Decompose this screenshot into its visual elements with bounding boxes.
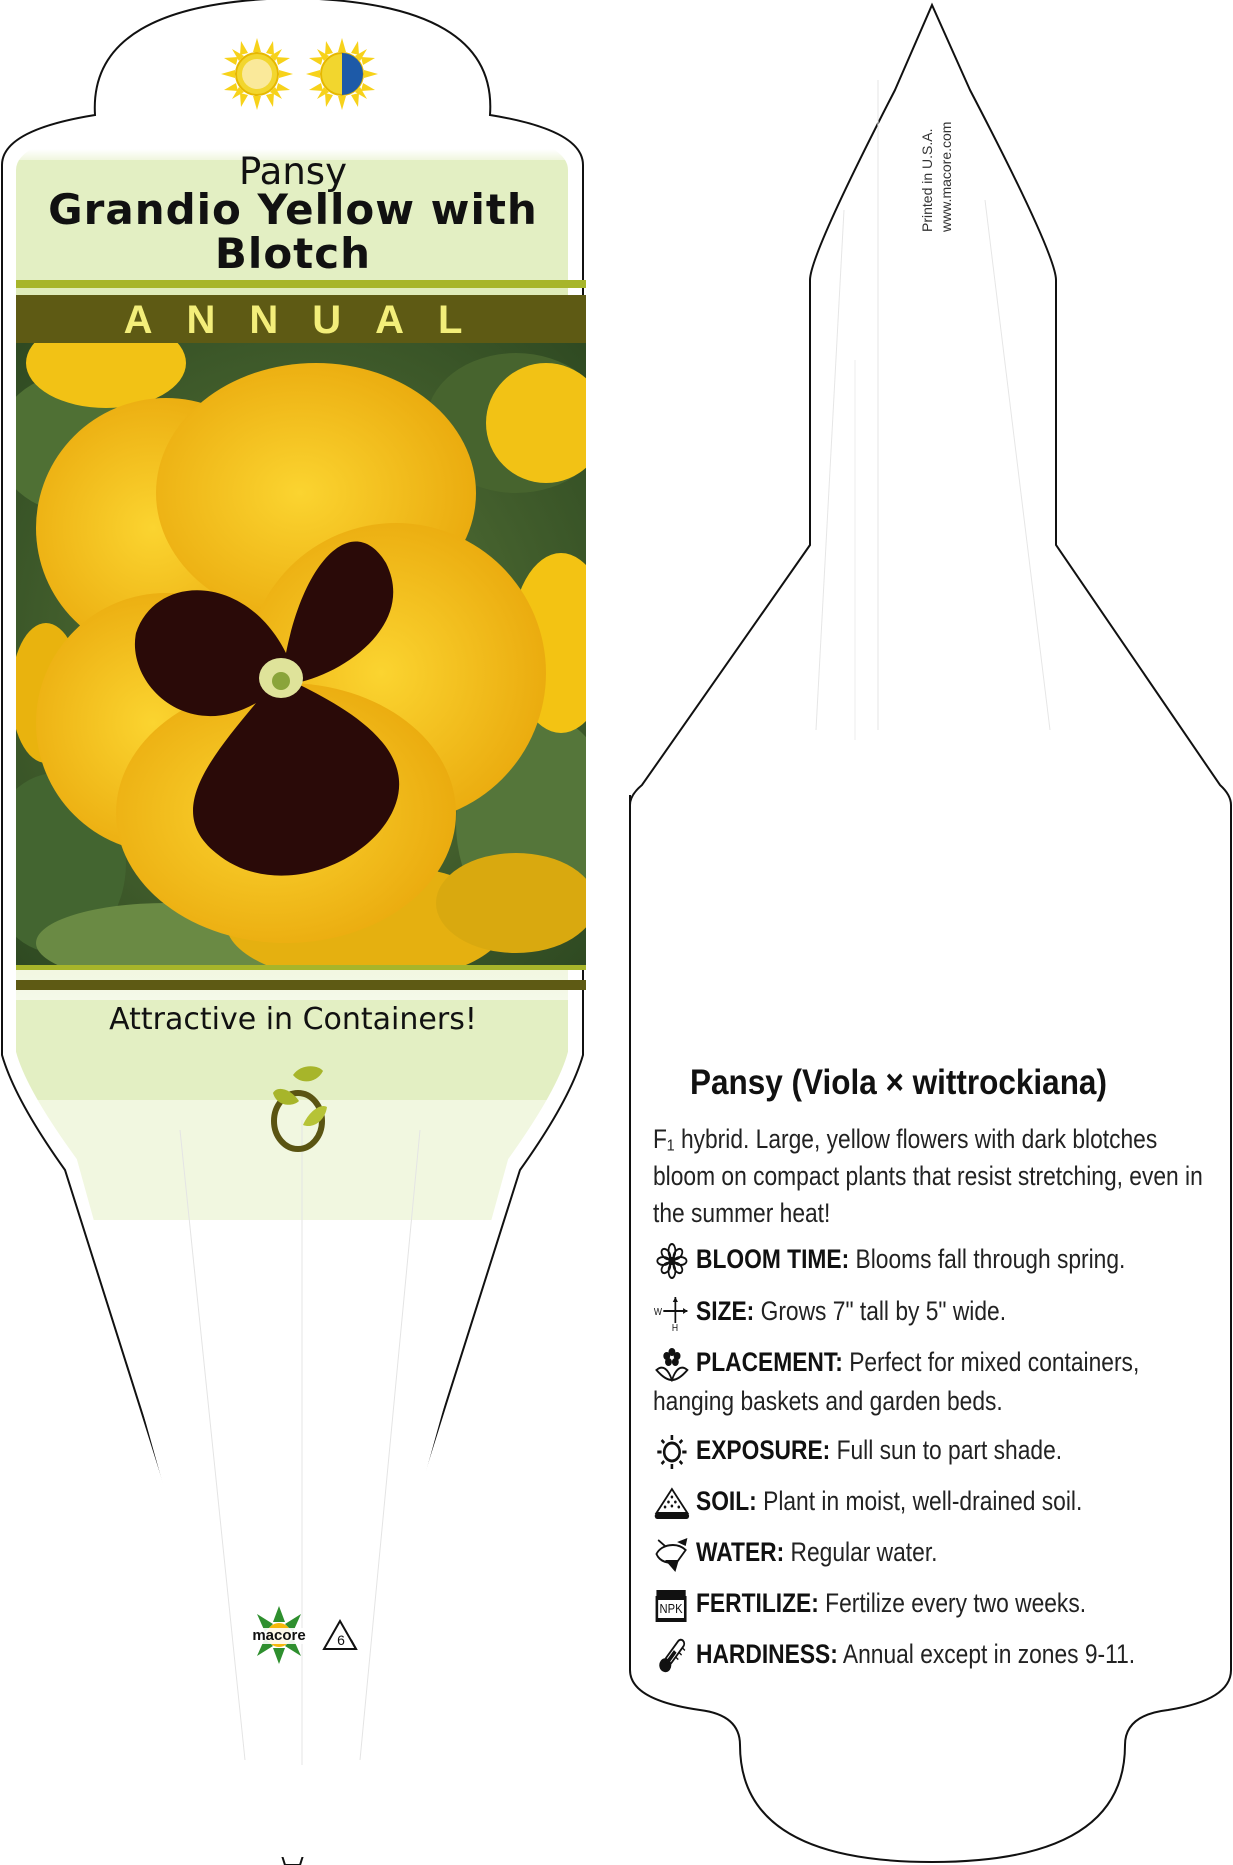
attribute-value: Perfect for mixed containers,	[849, 1347, 1140, 1377]
attribute-value-continued: hanging baskets and garden beds.	[653, 1386, 1003, 1416]
attribute-label: FERTILIZE:	[696, 1588, 819, 1618]
attribute-value: Grows 7" tall by 5" wide.	[760, 1296, 1007, 1326]
attribute-size	[653, 1295, 1006, 1331]
species-title: Pansy (Viola × wittrockiana)	[690, 1063, 1107, 1102]
attribute-value: Annual except in zones 9-11.	[842, 1639, 1136, 1669]
tagline: Attractive in Containers!	[109, 1002, 477, 1037]
cultivar-name: Grandio Yellow with Blotch	[48, 185, 538, 278]
attribute-value: Plant in moist, well-drained soil.	[763, 1486, 1083, 1516]
attribute-value: Blooms fall through spring.	[855, 1244, 1126, 1274]
flower-photo	[16, 343, 586, 965]
attribute-placement	[653, 1346, 1139, 1417]
attribute-label: WATER:	[696, 1537, 785, 1567]
flower-icon	[653, 1243, 691, 1279]
description: F₁ hybrid. Large, yellow flowers with dark blotches bloom on compact plants that resist stretching, even in the summer heat!	[653, 1124, 1203, 1228]
category-label: ANNUAL	[123, 298, 497, 342]
full-sun-icon	[221, 38, 293, 110]
website-url: www.macore.com	[938, 121, 954, 232]
attribute-exposure	[653, 1434, 1062, 1470]
npk-label: NPK	[659, 1601, 683, 1616]
thermometer-icon	[653, 1638, 691, 1674]
attribute-fertilize	[653, 1587, 1086, 1623]
part-shade-sun-icon	[306, 38, 378, 110]
recycle-code: 6	[337, 1632, 345, 1648]
printed-in-usa: Printed in U.S.A.	[919, 128, 935, 232]
placement-flower-icon	[653, 1346, 691, 1382]
brand-leaf-icon	[271, 1063, 331, 1153]
attribute-label: HARDINESS:	[696, 1639, 838, 1669]
back-tag	[620, 0, 1233, 1865]
attribute-label: BLOOM TIME:	[696, 1244, 850, 1274]
attribute-value: Fertilize every two weeks.	[825, 1588, 1087, 1618]
attribute-label: SIZE:	[696, 1296, 755, 1326]
attribute-hardiness	[653, 1638, 1135, 1674]
common-name: Pansy	[239, 150, 347, 193]
attribute-value: Full sun to part shade.	[836, 1435, 1063, 1465]
soil-icon	[653, 1485, 691, 1521]
attribute-value: Regular water.	[790, 1537, 938, 1567]
npk-icon	[653, 1587, 691, 1623]
size-arrows-icon	[653, 1295, 691, 1331]
svg-text:H: H	[671, 1322, 679, 1331]
attribute-water	[653, 1536, 937, 1572]
brand-name: macore	[252, 1627, 306, 1644]
attribute-label: EXPOSURE:	[696, 1435, 831, 1465]
attribute-label: SOIL:	[696, 1486, 757, 1516]
attribute-label: PLACEMENT:	[696, 1347, 843, 1377]
svg-text:W: W	[653, 1306, 662, 1318]
sun-outline-icon	[653, 1434, 691, 1470]
attribute-bloom-time	[653, 1243, 1125, 1279]
watering-can-icon	[653, 1536, 691, 1572]
attribute-soil	[653, 1485, 1082, 1521]
